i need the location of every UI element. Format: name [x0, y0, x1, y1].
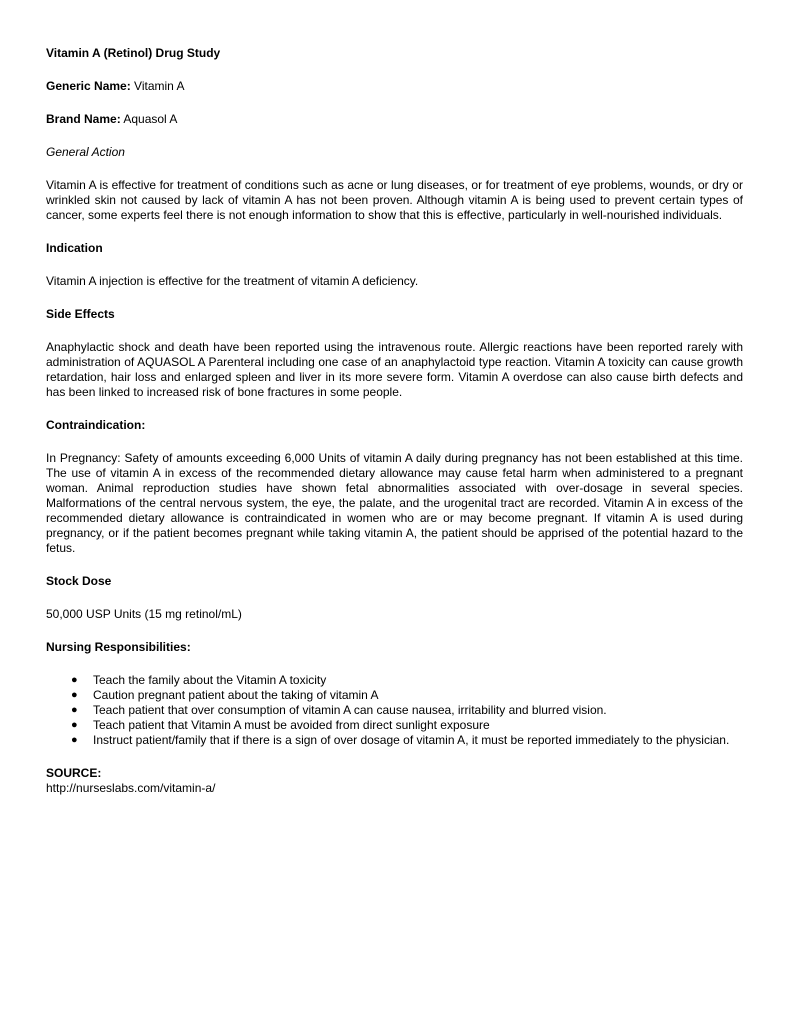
- generic-name-value: Vitamin A: [134, 79, 185, 93]
- nursing-responsibilities-list: [46, 673, 743, 748]
- contraindication-paragraph: [46, 451, 743, 556]
- bullet-icon: ●: [71, 704, 78, 716]
- generic-name-label: Generic Name:: [46, 79, 131, 93]
- list-item: [46, 688, 743, 703]
- side-effects-heading: Side Effects: [46, 307, 115, 321]
- side-effects-text: Anaphylactic shock and death have been reported using the intravenous route. Allergic reactions have been reported rarely with administration of AQUASOL A Parenteral including one case of an anaphylactoid type reaction. Vitamin A toxicity can cause growth retardation, hair loss and enlarged spleen and liver in its more severe form. Vitamin A overdose can also cause birth defects and has been linked to increased risk of bone fractures in some people.: [46, 340, 743, 399]
- generic-name-line: [46, 79, 743, 94]
- stock-dose-heading: Stock Dose: [46, 574, 112, 588]
- list-item-text: Teach patient that Vitamin A must be avoided from direct sunlight exposure: [93, 718, 490, 732]
- general-action-text: Vitamin A is effective for treatment of conditions such as acne or lung diseases, or for treatment of eye problems, wounds, or dry or wrinkled skin not caused by lack of vitamin A has not been proven. Although vitamin A is being used to prevent certain types of cancer, some experts feel there is not enough information to show that this is effective, particularly in well-nourished individuals.: [46, 178, 743, 222]
- nursing-responsibilities-heading: Nursing Responsibilities:: [46, 640, 191, 654]
- brand-name-value: Aquasol A: [123, 112, 178, 126]
- list-item-text: Caution pregnant patient about the taking of vitamin A: [93, 688, 379, 702]
- contraindication-heading: Contraindication:: [46, 418, 146, 432]
- source-link[interactable]: http://nurseslabs.com/vitamin-a/: [46, 781, 216, 795]
- indication-heading: Indication: [46, 241, 103, 255]
- bullet-icon: ●: [71, 674, 78, 686]
- list-item: [46, 673, 743, 688]
- list-item-text: Instruct patient/family that if there is a sign of over dosage of vitamin A, it must be reported immediately to the physician.: [93, 733, 730, 747]
- bullet-icon: ●: [71, 719, 78, 731]
- contraindication-lead: In Pregnancy:: [46, 451, 121, 465]
- document-page: [46, 46, 743, 796]
- source-heading: SOURCE:: [46, 766, 102, 780]
- brand-name-line: [46, 112, 743, 127]
- list-item: [46, 718, 743, 733]
- document-title: Vitamin A (Retinol) Drug Study: [46, 46, 221, 60]
- list-item: [46, 733, 743, 748]
- brand-name-label: Brand Name:: [46, 112, 121, 126]
- stock-dose-text: 50,000 USP Units (15 mg retinol/mL): [46, 607, 242, 621]
- general-action-heading: General Action: [46, 145, 125, 159]
- indication-text: Vitamin A injection is effective for the treatment of vitamin A deficiency.: [46, 274, 419, 288]
- bullet-icon: ●: [71, 689, 78, 701]
- bullet-icon: ●: [71, 734, 78, 746]
- list-item-text: Teach the family about the Vitamin A toxicity: [93, 673, 327, 687]
- contraindication-text: Safety of amounts exceeding 6,000 Units of vitamin A daily during pregnancy has not been established at this time. The use of vitamin A in excess of the recommended dietary allowance may cause fetal harm when administered to a pregnant woman. Animal reproduction studies have shown fetal abnormalities associated with over-dosage in several species. Malformations of the central nervous system, the eye, the palate, and the urogenital tract are recorded. Vitamin A in excess of the recommended dietary allowance is contraindicated in women who are or may become pregnant. If vitamin A is used during pregnancy, or if the patient becomes pregnant while taking vitamin A, the patient should be apprised of the potential hazard to the fetus.: [46, 451, 743, 555]
- list-item-text: Teach patient that over consumption of vitamin A can cause nausea, irritability and blurred vision.: [93, 703, 607, 717]
- list-item: [46, 703, 743, 718]
